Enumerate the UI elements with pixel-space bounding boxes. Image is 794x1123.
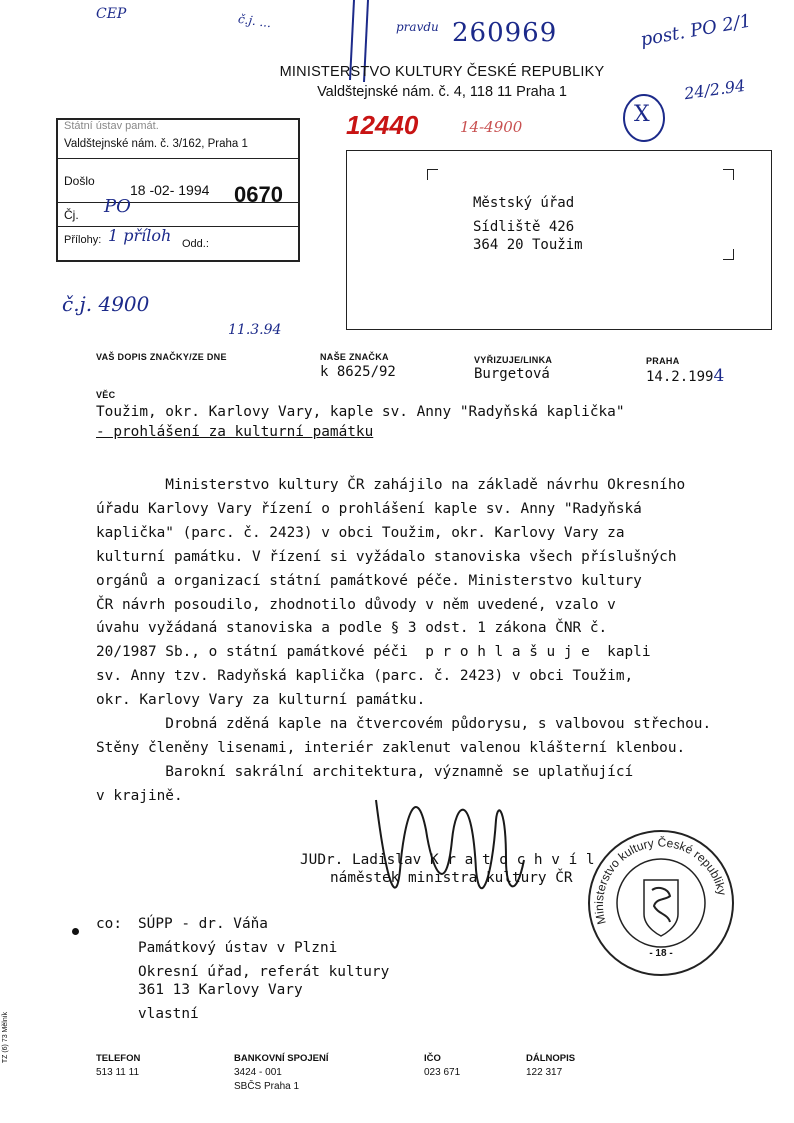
red-registry-number: 12440 [346,110,419,140]
recipient-line2: Sídliště 426 [473,219,575,235]
body-line: sv. Anny tzv. Radyňská kaplička (parc. č. 2423) v obci Toužim, [96,668,634,685]
stamp-cj-label: Čj. [64,208,79,222]
subject-label: VĚC [96,390,116,400]
received-stamp [56,118,300,262]
your-ref-label: VAŠ DOPIS ZNAČKY/ZE DNE [96,352,227,362]
handwritten-cj-note: č.j. ... [237,11,273,31]
body-line: okr. Karlovy Vary za kulturní památku. [96,692,426,709]
stamp-odd-label: Odd.: [182,238,209,250]
signatory-name: JUDr. Ladislav K r a t o c h v í l [300,852,595,868]
ministry-address: Valdštejnské nám. č. 4, 118 11 Praha 1 [317,84,567,100]
red-registry-suffix: 14-4900 [460,118,523,136]
recipient-line3: 364 20 Toužim [473,237,583,253]
copy-recipient: vlastní [138,1006,199,1022]
copies-label: co: [96,916,122,932]
body-line: Ministerstvo kultury ČR zahájilo na základě návrhu Okresního [96,477,686,493]
body-line: Drobná zděná kaple na čtvercovém půdorysu, s valbovou střechou. [96,716,712,733]
bullet-dot [72,928,79,935]
stamp-doslo-label: Došlo [64,174,95,188]
subject-line1: Toužim, okr. Karlovy Vary, kaple sv. Anny "Radyňská kaplička" [96,404,625,420]
body-line: kulturní památku. V řízení si vyžádalo stanoviska všech příslušných [96,548,677,565]
copy-recipient: SÚPP - dr. Váňa [138,916,268,932]
side-print-code: TZ (6) 73 Mělník [2,1011,10,1064]
handwritten-date-left: 11.3.94 [228,322,282,338]
ministry-name: MINISTERSTVO KULTURY ČESKÉ REPUBLIKY [279,64,605,80]
handwritten-number: 260969 [452,18,558,48]
handwritten-pravdu: pravdu [396,20,439,34]
ico-label: IČO [424,1053,441,1064]
stamp-cj-value: PO [104,196,131,217]
handwritten-signature [356,760,536,920]
bank-name: SBČS Praha 1 [234,1081,300,1092]
copy-recipient: Památkový ústav v Plzni [138,940,338,956]
official-seal [586,828,736,978]
stamp-prilohy-label: Přílohy: [64,234,102,246]
body-line: Stěny členěny lisenami, interiér zaklenut valenou klášterní klenbou. [96,739,686,756]
stamp-doslo-number: 0670 [234,182,283,207]
bank-label: BANKOVNÍ SPOJENÍ [234,1053,329,1064]
seal-number: - 18 - [649,948,673,959]
recipient-line1: Městský úřad [473,195,575,211]
copy-recipient: Okresní úřad, referát kultury [138,964,390,980]
body-line: úvahu vyžádaná stanoviska a podle § 3 odst. 1 zákona ČNR č. [96,620,608,637]
place-date: 14.2.1994 [646,366,725,386]
our-ref-value: k 8625/92 [320,364,396,380]
body-line: 20/1987 Sb., o státní památkové péči p r o h l a š u j e kapli [96,644,651,661]
signatory-title: náměstek ministra kultury ČR [330,870,573,886]
subject-line2: - prohlášení za kulturní památku [96,424,374,440]
body-line: ČR návrh posoudilo, zhodnotilo důvody v něm uvedené, vzalo v [96,596,616,613]
seal-ring-text: Ministerstvo kultury České republiky [591,835,730,926]
handwritten-circle-mark: X [620,92,668,144]
stamp-doslo-date: 18 -02- 1994 [130,182,210,198]
copy-recipient: 361 13 Karlovy Vary [138,982,303,998]
dalnopis-value: 122 317 [526,1067,563,1078]
handled-value: Burgetová [474,366,550,382]
body-line: v krajině. [96,787,183,804]
handwritten-cj-4900: č.j. 4900 [62,292,150,316]
telefon-value: 513 11 11 [96,1067,140,1078]
letter-body [96,474,766,809]
handled-label: VYŘIZUJE/LINKA [474,355,553,365]
telefon-label: TELEFON [96,1053,141,1064]
body-line: úřadu Karlovy Vary řízení o prohlášení kaple sv. Anny "Radyňská [96,500,642,517]
stamp-address: Valdštejnské nám. č. 3/162, Praha 1 [64,138,248,150]
handwritten-cep: CEP [96,6,127,22]
place-label: PRAHA [646,356,680,366]
bank-account: 3424 - 001 [234,1067,282,1078]
stamp-office: Státní ústav památ. [64,120,159,132]
recipient-box [346,150,772,330]
body-line: kaplička" (parc. č. 2423) v obci Toužim, okr. Karlovy Vary za [96,524,625,541]
our-ref-label: NAŠE ZNAČKA [320,352,389,362]
dalnopis-label: DÁLNOPIS [526,1053,576,1064]
ico-value: 023 671 [424,1067,461,1078]
handwritten-date-right: 24/2.94 [682,75,747,104]
handwritten-post-note: post. PO 2/1 [639,10,753,51]
body-line: orgánů a organizací státní památkové péče. Ministerstvo kultury [96,572,642,589]
body-line: Barokní sakrální architektura, významně se uplatňující [96,763,634,780]
stamp-prilohy-value: 1 příloh [108,226,172,245]
